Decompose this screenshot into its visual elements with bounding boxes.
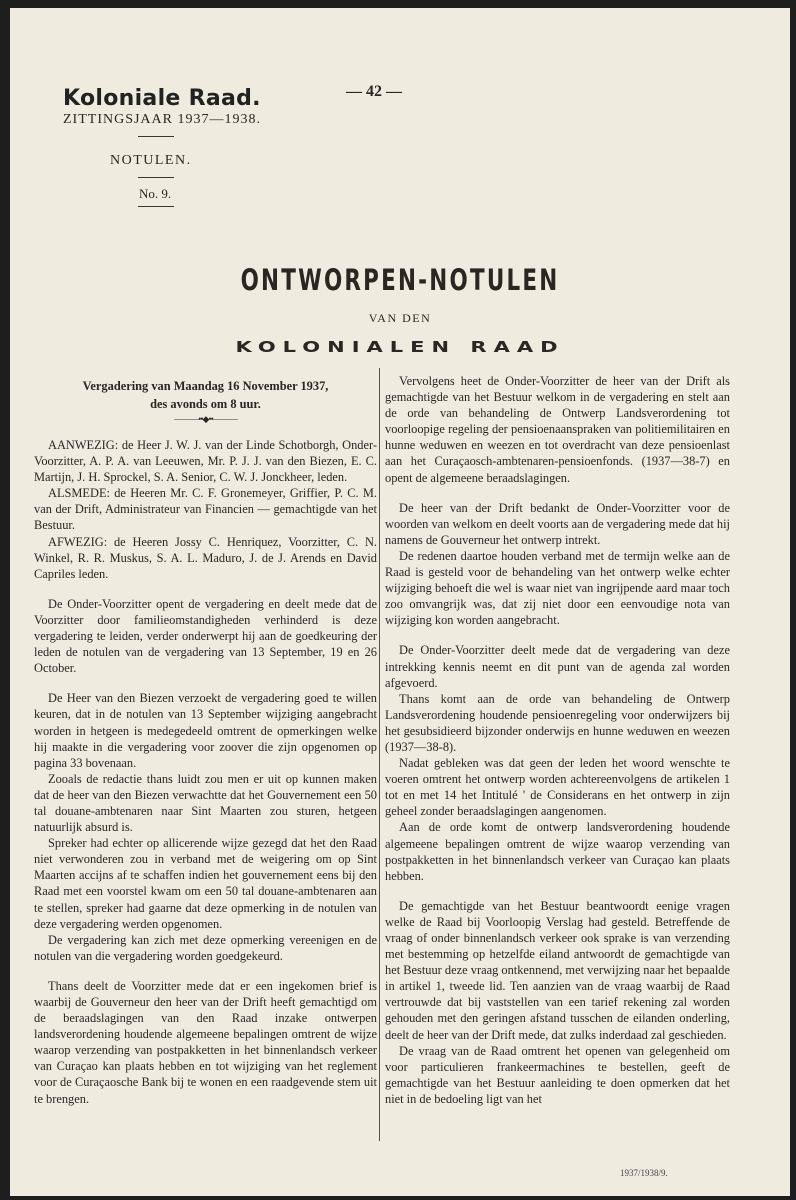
paragraph: Nadat gebleken was dat geen der leden het woord wenschte te voeren omtrent het ontwerp worden achtereenvolgens de artikelen 1 tot en met 14 het Intitulé ' de Considerans en het ontwerp in zijn geheel zonder beraadslagingen aangenomen. (385, 756, 730, 819)
page-number: — 42 — (346, 83, 402, 100)
council-name: KOLONIALEN RAAD (235, 338, 565, 356)
right-column (385, 371, 730, 1107)
title-connector: VAN DEN (368, 311, 432, 325)
masthead (63, 86, 313, 128)
section-label: NOTULEN. (110, 153, 192, 168)
paragraph: Aan de orde komt de ontwerp landsverordening houdende algemeene bepalingen omtrent de wijze waarop verzending van postpakketten in het binnenlandsch verkeer van Curaçao kan plaats hebben. (385, 820, 730, 883)
paragraph: Zooals de redactie thans luidt zou men er uit op kunnen maken dat de heer van den Biezen verwachtte dat het Gouvernement een 50 tal douane-ambtenaren naar Sint Maarten zou sturen, hetgeen natuurlijk absurd is. (34, 771, 377, 835)
issue-number: No. 9. (139, 186, 172, 201)
paragraph: De Onder-Voorzitter opent de vergadering en deelt mede dat de Voorzitter door familieomstandigheden verhinderd is deze vergadering te leiden, verder onderwerpt hij aan de goedkeuring der leden de notulen van de vergadering van 13 September, 19 en 26 October. (34, 596, 377, 676)
meeting-time: des avonds om 8 uur. (150, 397, 261, 411)
column-divider (379, 368, 380, 1141)
divider-rule (138, 206, 174, 207)
paragraph: De redenen daartoe houden verband met de termijn welke aan de Raad is gesteld voor de behandeling van het ontwerp welke echter wijziging behoeft die wel is waar niet van ingrijpende aard maar toch zoo omvangrijk was, dat zij niet door een eenvoudige nota van wijziging kon worden aangebracht. (385, 548, 730, 628)
footer-code: 1937/1938/9. (620, 1168, 668, 1178)
ornament: ———••◆••——— (174, 414, 237, 424)
publication-title: Koloniale Raad. (63, 86, 261, 111)
meeting-date: Vergadering van Maandag 16 November 1937, (82, 379, 329, 393)
divider-rule (138, 177, 174, 178)
paragraph: Spreker had echter op allicerende wijze gezegd dat het den Raad niet verwonderen zou in verband met de weigering om op Sint Maarten accijns af te schaffen indien het gouvernement eens bij den Raad met een voorstel kwam om een 50 tal douane-ambtenaren aan te stellen, spreker had gaarne dat deze opmerking in de notulen van deze vergadering werden opgenomen. (34, 836, 377, 931)
document-title: ONTWORPEN-NOTULEN (240, 263, 560, 297)
document-page (10, 8, 790, 1196)
attendance-absent: AFWEZIG: de Heeren Jossy C. Henriquez, Voorzitter, C. N. Winkel, R. R. Muskus, S. A. L. Maduro, J. de J. Arends en David Capriles leden. (34, 534, 377, 581)
paragraph: De vraag van de Raad omtrent het openen van gelegenheid om voor particulieren frankeermachines te bestellen, geeft de gemachtigde van het Bestuur aanleiding te doen opmerken dat het niet in de bedoeling ligt van het (385, 1043, 730, 1106)
paragraph: Thans komt aan de orde van behandeling de Ontwerp Landsverordening houdende pensioenregeling voor onderwijzers bij het gesubsidieerd bijzonder onderwijs en hunne weduwen en weezen (1937—38-8). (385, 691, 730, 754)
session-year: ZITTINGSJAAR 1937—1938. (63, 112, 261, 127)
attendance-also: ALSMEDE: de Heeren Mr. C. F. Gronemeyer, Griffier, P. C. M. van der Drift, Administrateur van Financien — gemachtigde van het Bestuur. (34, 486, 377, 533)
paragraph: De heer van der Drift bedankt de Onder-Voorzitter voor de woorden van welkom en deelt voorts aan de vergadering mede dat hij namens de Gouverneur het ontwerp intrekt. (385, 500, 730, 547)
paragraph: Vervolgens heet de Onder-Voorzitter de heer van der Drift als gemachtigde van het Bestuur welkom in de vergadering en stelt aan de orde van behandeling de Ontwerp Landsverordening tot voorloopige regeling der pensioenaanspraken van politiemilitairen en hunne weduwen en weezen en tot overdracht van deze pensioenlast aan het Curaçaosch-ambtenaren-pensioenfonds. (1937—38-7) en opent de algemeene beraadslagingen. (385, 374, 730, 485)
paragraph: De Onder-Voorzitter deelt mede dat de vergadering van deze intrekking kennis neemt en dit punt van de agenda zal worden afgevoerd. (385, 643, 730, 690)
divider-rule (138, 136, 174, 137)
paragraph: De vergadering kan zich met deze opmerking vereenigen en de notulen van die vergadering worden goedgekeurd. (34, 932, 377, 963)
paragraph: Thans deelt de Voorzitter mede dat er een ingekomen brief is waarbij de Gouverneur den heer van der Drift heeft gemachtigd om de beraadslagingen van den Raad inzake ontwerpen landsverordening houdende algemeene bepalingen omtrent de wijze waarop verzending van postpakketten in het binnenlandsch verkeer van Curaçao kan plaats hebben en tot wijziging van het reglement voor de Curaçaosche Bank bij te wonen en een raadgevende stem uit te brengen. (34, 978, 377, 1106)
paragraph: De gemachtigde van het Bestuur beantwoordt eenige vragen welke de Raad bij Voorloopig Verslag had gesteld. Betreffende de vraag of onder binnenlandsch verkeer ook sprake is van verzending met bestemming op hetzelfde eiland antwoordt de gemachtigde van het Bestuur deze vraag ontkennend, met verwijzing naar het bepaalde in artikel 1, tweede lid. Ten aanzien van de vraag waarbij de Raad vertrouwde dat bij vaststellen van een tarief rekening zal worden gehouden met den geringen afstand tusschen de eilanden onderling, deelt de heer van der Drift mede, dat zulks inderdaad zal geschieden. (385, 898, 730, 1042)
left-column (34, 371, 377, 1107)
paragraph: De Heer van den Biezen verzoekt de vergadering goed te willen keuren, dat in de notulen van 13 September wijziging aangebracht worden in hetgeen is medegedeeld omtrent de opmerkingen welke hij maakte in die vergadering voor zoover die zijn opgenomen op pagina 33 bovenaan. (34, 691, 377, 770)
attendance-present: AANWEZIG: de Heer J. W. J. van der Linde Schotborgh, Onder-Voorzitter, A. P. A. van Leeuwen, Mr. P. J. J. van den Biezen, E. C. Martijn, J. H. Sprockel, S. A. Senior, C. W. J. Jonckheer, leden. (34, 438, 377, 485)
